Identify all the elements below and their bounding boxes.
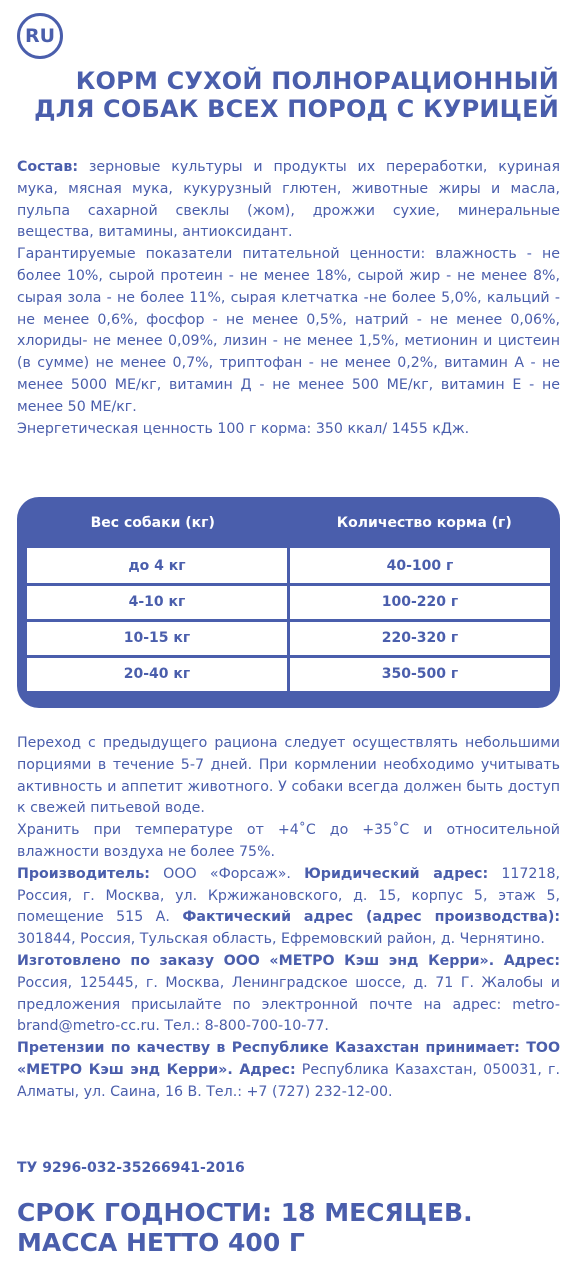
product-title-line-1: КОРМ СУХОЙ ПОЛНОРАЦИОННЫЙ (75, 67, 559, 95)
legal-address-label: Юридический адрес: (304, 865, 489, 882)
header-dog-weight: Вес собаки (кг) (90, 515, 215, 531)
composition-text: зерновые культуры и продукты их переработки, куриная мука, мясная мука, кукурузный глютен, животные жиры и масла, пульпа сахарной свеклы (жом), дрожжи сухие, минеральные вещества, витамины, антиоксидант. (17, 159, 560, 241)
amount-cell: 100-220 г (381, 593, 459, 610)
table-row (27, 584, 550, 620)
weight-cell: до 4 кг (27, 548, 290, 584)
kazakhstan-label: Претензии по качеству в Республике Казахстан принимает: ТОО «МЕТРО Кэш энд Керри». Адрес: (17, 1040, 560, 1078)
language-badge-label: RU (24, 25, 56, 47)
weight-cell: 20-40 кг (27, 656, 290, 692)
product-title (19, 67, 559, 123)
table-row (27, 620, 550, 656)
feeding-table-header (17, 497, 560, 549)
storage-text: Хранить при температуре от +4˚С до +35˚С и относительной влажности воздуха не более 75%. (17, 822, 560, 860)
kazakhstan-paragraph (17, 1038, 560, 1103)
order-text: Россия, 125445, г. Москва, Ленинградское шоссе, д. 71 Г. Жалобы и предложения присылайте по электронной почте на адрес: metro-brand@metro-cc.ru. Тел.: 8-800-700-10-77. (17, 974, 560, 1035)
net-weight: МАССА НЕТТО 400 Г (17, 1228, 305, 1257)
footer (17, 1198, 473, 1258)
manufacturer-label: Производитель: (17, 865, 150, 882)
instructions-section (17, 733, 560, 1104)
feeding-table-body (27, 548, 550, 691)
table-row (27, 548, 550, 584)
language-badge (17, 13, 63, 59)
actual-address-label: Фактический адрес (адрес производства): (182, 909, 560, 926)
weight-cell: 10-15 кг (27, 620, 290, 656)
composition-label: Состав: (17, 159, 79, 175)
weight-cell: 4-10 кг (27, 584, 290, 620)
product-title-line-2: ДЛЯ СОБАК ВСЕХ ПОРОД С КУРИЦЕЙ (34, 95, 559, 123)
composition-section (17, 157, 560, 440)
amount-cell: 40-100 г (386, 557, 454, 574)
order-paragraph (17, 951, 560, 1038)
guaranteed-values: Гарантируемые показатели питательной ценности: влажность - не более 10%, сырой протеин - не менее 18%, сырой жир - не менее 8%, сырая зола - не более 11%, сырая клетчатка -не более 5,0%, кальций - не менее 0,6%, фосфор - не менее 0,5%, натрий - не менее 0,06%, хлориды- не менее 0,09%, лизин - не менее 1,5%, метионин и цистеин (в сумме) не менее 0,7%, триптофан - не менее 0,2%, витамин А - не менее 5000 МЕ/кг, витамин Д - не менее 500 МЕ/кг, витамин Е - не менее 50 МЕ/кг. (17, 246, 560, 415)
header-food-amount: Количество корма (г) (336, 515, 512, 531)
energy-value: Энергетическая ценность 100 г корма: 350 ккал/ 1455 кДж. (17, 420, 470, 437)
transition-text: Переход с предыдущего рациона следует осуществлять небольшими порциями в течение 5-7 дней. При кормлении необходимо учитывать активность и аппетит животного. У собаки всегда должен быть доступ к свежей питьевой воде. (17, 735, 560, 817)
order-label: Изготовлено по заказу ООО «МЕТРО Кэш энд Керри». Адрес: (17, 952, 560, 969)
manufacturer-text: ООО «Форсаж». (149, 865, 305, 882)
actual-address-text: 301844, Россия, Тульская область, Ефремовский район, д. Чернятино. (17, 931, 545, 948)
feeding-table (17, 497, 560, 708)
legal-address-text: 117218, Россия, г. Москва, ул. Кржижановского, д. 15, корпус 5, этаж 5, помещение 515 А. (17, 865, 561, 926)
kazakhstan-text: Республика Казахстан, 050031, г. Алматы, ул. Саина, 16 В. Тел.: +7 (727) 232-12-00. (17, 1061, 560, 1100)
amount-cell: 220-320 г (381, 629, 459, 646)
technical-spec: ТУ 9296-032-35266941-2016 (17, 1160, 245, 1176)
manufacturer-paragraph (17, 864, 560, 951)
composition-paragraph (17, 157, 560, 244)
shelf-life: СРОК ГОДНОСТИ: 18 МЕСЯЦЕВ. (17, 1198, 473, 1227)
table-row (27, 656, 550, 692)
amount-cell: 350-500 г (381, 665, 459, 682)
